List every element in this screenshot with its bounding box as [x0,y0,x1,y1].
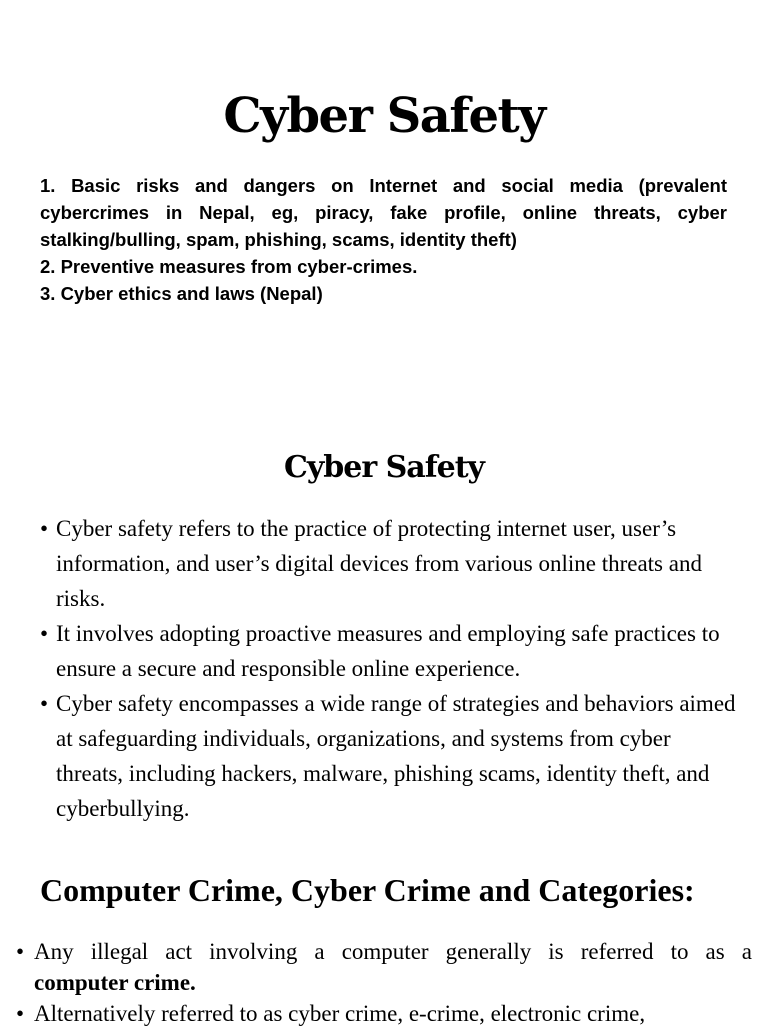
topic-item-2: 2. Preventive measures from cyber-crimes. [40,256,418,277]
bullet-icon: • [16,939,25,964]
bullet-item [40,686,740,826]
section-title: Cyber Safety [283,450,484,485]
bullet-icon: • [16,1001,25,1026]
bullet-text: Any illegal act involving a computer generally is referred to as a [34,939,752,964]
bullet-text: It involves adopting proactive measures and employing safe practices to ensure a secure and responsible online experience. [56,621,720,681]
crime-heading: Computer Crime, Cyber Crime and Categories: [40,872,695,908]
bullet-item [40,616,740,686]
topic-item-1: 1. Basic risks and dangers on Internet and social media (prevalent cybercrimes in Nepal, eg, piracy, fake profile, online threats, cyber stalking/bulling, spam, phishing, scams, identity theft) [40,175,727,250]
bullet-text: Cyber safety encompasses a wide range of strategies and behaviors aimed at safeguarding individuals, organizations, and systems from cyber threats, including hackers, malware, phishing scams, identity theft, and cyberbullying. [56,691,736,821]
cyber-safety-bullet-list [40,511,740,826]
bullet-icon: • [40,621,49,646]
bullet-item [16,936,752,998]
bullet-icon: • [40,691,49,716]
bullet-bold-text: computer crime. [34,970,196,995]
page-title: Cyber Safety [223,88,545,144]
bullet-icon: • [40,516,49,541]
crime-bullet-list [16,936,752,1029]
bullet-text: Cyber safety refers to the practice of protecting internet user, user’s information, and user’s digital devices from various online threats and risks. [56,516,702,611]
bullet-text: Alternatively referred to as cyber crime, e-crime, electronic crime, [34,1001,646,1026]
topic-item-3: 3. Cyber ethics and laws (Nepal) [40,283,323,304]
bullet-item [16,998,752,1029]
topic-list [40,172,727,307]
bullet-item [40,511,740,616]
